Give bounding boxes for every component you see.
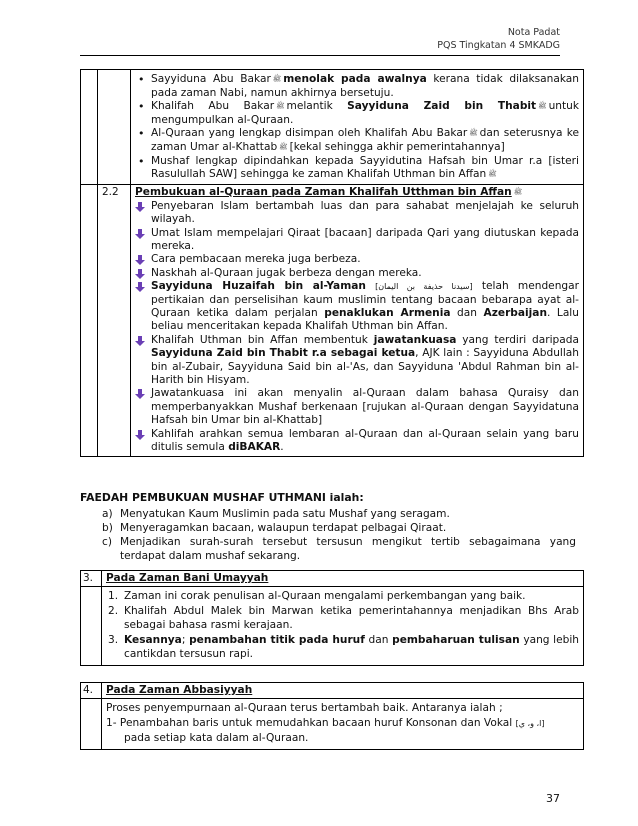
- item-text: 1- Penambahan baris untuk memudahkan bacaan huruf Konsonan dan Vokal: [106, 716, 513, 729]
- table-cell-content: [131, 184, 584, 457]
- item-text: Mushaf lengkap dipindahkan kepada Sayyidutina Hafsah bin Umar r.a [isteri Rasulullah SAW] sehingga ke zaman Khalifah Uthman bin Affan: [151, 154, 579, 181]
- header-note-title: Nota Padat: [507, 27, 560, 38]
- table-cell-empty: [81, 587, 102, 666]
- table-cell-empty: [81, 699, 102, 750]
- section-title-cell: [102, 571, 584, 587]
- item-bold: penaklukan Armenia: [324, 307, 451, 319]
- list-item: [106, 589, 579, 604]
- down-arrow-icon: [135, 282, 145, 292]
- umayyah-list: [102, 587, 583, 665]
- honorific-symbol: ﷺ: [513, 187, 523, 196]
- table-cell-content: [131, 70, 584, 185]
- list-marker: a): [102, 508, 113, 520]
- item-text: Zaman ini corak penulisan al-Quraan mengalami perkembangan yang baik.: [124, 590, 526, 602]
- faedah-list: [80, 507, 584, 563]
- item-text: Khalifah Uthman bin Affan membentuk: [151, 333, 368, 346]
- honorific-symbol: ﷺ: [488, 170, 497, 179]
- arabic-text: [ا، و، ي]: [515, 718, 545, 728]
- item-text: . Lalu beliau menceritakan kepada Khalifah Uthman bin Affan.: [151, 307, 579, 333]
- item-text: Menjadikan surah-surah tersebut tersusun mengikut tertib sebagaimana yang terdapat dalam mushaf sekarang.: [120, 536, 576, 562]
- bullet-list-abu-bakar: [131, 70, 583, 184]
- item-text: Naskhah al-Quraan jugak berbeza dengan mereka.: [151, 266, 422, 279]
- item-bold: pembaharuan tulisan: [392, 633, 520, 646]
- section-number: 3.: [81, 571, 102, 587]
- list-item: [80, 535, 584, 563]
- item-text: [kekal sehingga akhir pemerintahannya]: [289, 140, 505, 153]
- list-item: [106, 604, 579, 633]
- item-bold: penambahan titik pada huruf: [189, 633, 365, 646]
- arrow-list-uthman: [131, 199, 583, 457]
- list-item: [131, 127, 579, 154]
- section-title: Pembukuan al-Quraan pada Zaman Khalifah Utthman bin Affan: [135, 185, 512, 198]
- item-text: kerana tidak dilaksanakan pada zaman Nabi, namun akhirnya bersetuju.: [151, 73, 579, 99]
- table-row: [81, 587, 584, 666]
- section-title-cell: [102, 683, 584, 699]
- honorific-symbol: ﷺ: [469, 129, 478, 138]
- down-arrow-icon: [135, 255, 145, 265]
- item-bold: diBAKAR: [228, 441, 281, 454]
- honorific-symbol: ﷺ: [276, 102, 285, 111]
- table-row: [81, 699, 584, 750]
- table-row: [81, 70, 584, 185]
- list-item: [131, 227, 579, 254]
- list-item: [131, 73, 579, 100]
- item-text: Khalifah Abdul Malek bin Marwan ketika pemerintahannya menjadikan Bhs Arab sebagai bahasa rasmi kerajaan.: [124, 604, 579, 631]
- list-item: [131, 387, 579, 427]
- list-item: [80, 507, 584, 521]
- honorific-symbol: ﷺ: [279, 142, 288, 151]
- item-text: Kahlifah arahkan semua lembaran al-Quraan dan al-Quraan selain yang baru ditulis semula: [151, 427, 579, 454]
- honorific-symbol: ﷺ: [272, 75, 282, 83]
- item-text: yang lebih cantikdan tersusun rapi.: [124, 633, 580, 660]
- item-text: .: [280, 441, 284, 454]
- section-title: Pada Zaman Abbasiyyah: [106, 684, 253, 696]
- item-text: Umat Islam mempelajari Qiraat [bacaan] daripada Qari yang diutuskan kepada mereka.: [151, 226, 579, 252]
- item-text: Jawatankuasa ini akan menyalin al-Quraan dalam bahasa Quraisy dan memperbanyakkan Mushaf berkenaan [rujukan al-Quraan dengan Sayyidatuna Hafsah bin Umar bin al-Khattab]: [151, 387, 579, 427]
- item-text: Al-Quraan yang lengkap disimpan oleh Khalifah Abu Bakar: [151, 127, 468, 140]
- section-title: Pada Zaman Bani Umayyah: [106, 572, 269, 584]
- item-bold: jawatankuasa: [373, 333, 457, 346]
- down-arrow-icon: [135, 269, 145, 279]
- list-item: [131, 155, 579, 182]
- list-marker: c): [102, 536, 112, 548]
- notes-table-abbasiyyah: [80, 682, 584, 750]
- item-text: , AJK lain : Sayyiduna Abdullah bin al-Zubair, Sayyiduna Said bin al-'As, dan Sayyiduna 'Abdul Rahman bin al-Harith bin Hisyam.: [151, 347, 579, 387]
- item-text: melantik: [286, 100, 333, 113]
- item-text: pada setiap kata dalam al-Quraan.: [124, 732, 309, 744]
- item-text: dan seterusnya ke zaman Umar al-Khattab: [151, 127, 579, 153]
- item-bold: menolak pada awalnya: [283, 73, 427, 85]
- page-number: 37: [546, 792, 560, 805]
- down-arrow-icon: [135, 229, 145, 239]
- item-bold: Azerbaijan: [483, 307, 547, 319]
- item-text: telah mendengar pertikaian dan perselisihan kaum muslimin tentang bacaan bebarapa ayat al-Quraan ketika dalam perjalan: [151, 280, 579, 319]
- item-text: Cara pembacaan mereka juga berbeza.: [151, 253, 361, 266]
- down-arrow-icon: [135, 202, 145, 212]
- item-text: Menyeragamkan bacaan, walaupun terdapat pelbagai Qiraat.: [120, 522, 447, 534]
- section-number: 2.2: [98, 184, 131, 457]
- list-marker: 1.: [108, 590, 119, 602]
- item-bold: Sayyiduna Huzaifah bin al-Yaman: [151, 280, 366, 293]
- item-text: Khalifah Abu Bakar: [151, 100, 275, 113]
- notes-table-umayyah: [80, 570, 584, 666]
- list-item: [131, 253, 579, 266]
- down-arrow-icon: [135, 430, 145, 440]
- page-header: [437, 26, 560, 52]
- table-cell-empty: [81, 70, 98, 185]
- section-title-row: [131, 185, 583, 199]
- item-text: Proses penyempurnaan al-Quraan terus bertambah baik. Antaranya ialah ;: [106, 702, 503, 714]
- list-item: [131, 100, 579, 127]
- item-text: untuk mengumpulkan al-Quraan.: [151, 100, 579, 126]
- down-arrow-icon: [135, 336, 145, 346]
- list-marker: b): [102, 522, 113, 534]
- list-item: [131, 334, 579, 388]
- item-text: dan: [457, 307, 477, 319]
- table-cell-empty: [98, 70, 131, 185]
- honorific-symbol: ﷺ: [538, 102, 547, 111]
- table-row: [81, 184, 584, 457]
- abbasiyyah-content: [102, 699, 583, 749]
- header-divider: [80, 55, 560, 56]
- item-text: Sayyiduna Abu Bakar: [151, 73, 271, 85]
- item-text: yang terdiri daripada: [462, 333, 579, 346]
- table-cell-content: [102, 699, 584, 750]
- notes-table-khulafa: [80, 69, 584, 457]
- table-row: [81, 571, 584, 587]
- list-marker: 2.: [108, 604, 119, 617]
- item-text: Penyebaran Islam bertambah luas dan para sahabat menjelajah ke seluruh wilayah.: [151, 199, 579, 226]
- down-arrow-icon: [135, 389, 145, 399]
- list-item: [106, 633, 579, 662]
- item-text: Menyatukan Kaum Muslimin pada satu Mushaf yang seragam.: [120, 508, 450, 520]
- table-cell-content: [102, 587, 584, 666]
- table-row: [81, 683, 584, 699]
- header-course: PQS Tingkatan 4 SMKADG: [437, 40, 560, 51]
- list-item: [131, 200, 579, 227]
- item-text: dan: [368, 633, 389, 646]
- table-cell-empty: [81, 184, 98, 457]
- item-bold: Sayyiduna Zaid bin Thabit: [347, 100, 537, 113]
- list-item: [131, 280, 579, 334]
- list-item: [80, 521, 584, 535]
- faedah-heading: FAEDAH PEMBUKUAN MUSHAF UTHMANI ialah:: [80, 491, 364, 504]
- arabic-text: [سيدنا حذيفة بن اليمان]: [375, 282, 473, 292]
- list-marker: 3.: [108, 633, 119, 646]
- item-text: ;: [181, 633, 186, 646]
- item-bold: Sayyiduna Zaid bin Thabit r.a sebagai ketua: [151, 347, 416, 360]
- list-item: [106, 716, 579, 732]
- list-item: [131, 428, 579, 455]
- section-number: 4.: [81, 683, 102, 699]
- list-item: [131, 267, 579, 280]
- item-bold: Kesannya: [124, 633, 182, 646]
